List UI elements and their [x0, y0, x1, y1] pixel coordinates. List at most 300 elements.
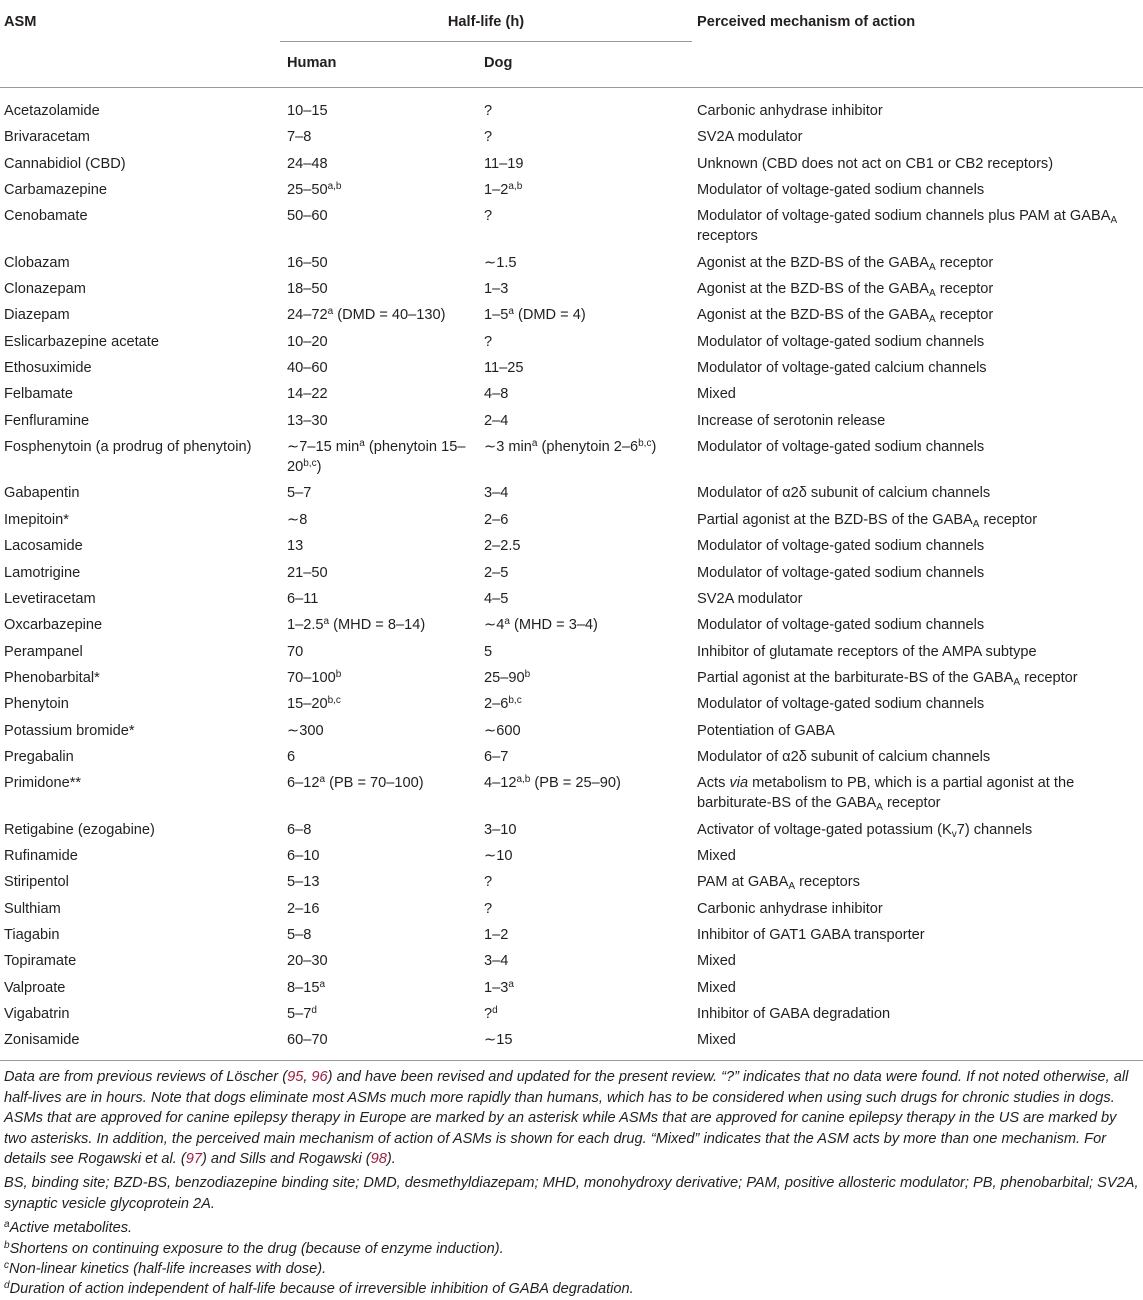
dog-value: 2–2.5 — [484, 538, 521, 555]
drug-name: Phenytoin — [4, 696, 69, 713]
table-row — [0, 480, 1143, 506]
human-superscript: a — [359, 438, 365, 450]
cell-dog — [484, 639, 692, 665]
cell-dog — [484, 718, 692, 744]
cell-mechanism — [692, 975, 1143, 1001]
note-text: ) and Sills and Rogawski ( — [201, 1150, 371, 1167]
drug-name: Levetiracetam — [4, 590, 96, 607]
dog-value: 2–6 — [484, 511, 509, 528]
cell-drug — [0, 329, 280, 355]
note-text: , — [303, 1069, 312, 1086]
dog-value: ∼4 — [484, 617, 505, 634]
mechanism-text: receptor — [979, 511, 1038, 528]
cell-drug — [0, 88, 280, 125]
dog-value: 25–90 — [484, 669, 525, 686]
cell-mechanism — [692, 744, 1143, 770]
table-row — [0, 843, 1143, 869]
table-row — [0, 586, 1143, 612]
cell-mechanism — [692, 560, 1143, 586]
table-row — [0, 1027, 1143, 1061]
table-note — [4, 1067, 1139, 1169]
cell-human — [280, 639, 484, 665]
table-row — [0, 203, 1143, 249]
drug-name: Sulthiam — [4, 900, 61, 917]
dog-value: 6–7 — [484, 748, 509, 765]
dog-value: ? — [484, 1006, 493, 1022]
cell-human — [280, 817, 484, 843]
human-value: 40–60 — [287, 360, 328, 377]
mechanism-subscript: A — [788, 881, 796, 893]
mechanism-text: Mixed — [697, 1032, 736, 1049]
abbreviations: BS, binding site; BZD-BS, benzodiazepine binding site; DMD, desmethyldiazepam; MHD, monohydroxy derivative; PAM, positive allosteric modulator; PB, phenobarbital; SV2A, synaptic vesicle glycoprotein 2A. — [4, 1175, 1139, 1212]
drug-name: Tiagabin — [4, 926, 60, 943]
cell-human — [280, 480, 484, 506]
note-text: ). — [386, 1150, 396, 1167]
table-row — [0, 718, 1143, 744]
cell-human — [280, 612, 484, 638]
cell-drug — [0, 586, 280, 612]
human-detail: (DMD = 40–130) — [333, 307, 446, 324]
table-row — [0, 817, 1143, 843]
cell-dog — [484, 1001, 692, 1027]
table-header — [0, 0, 1143, 88]
human-superscript: a — [327, 306, 334, 318]
mechanism-text: Modulator of voltage-gated sodium channels — [697, 696, 985, 713]
cell-mechanism — [692, 817, 1143, 843]
cell-dog — [484, 329, 692, 355]
cell-drug — [0, 896, 280, 922]
human-value: 6 — [287, 748, 296, 765]
mechanism-text: Mixed — [697, 386, 736, 403]
mechanism-subscript: A — [929, 314, 936, 326]
cell-human — [280, 718, 484, 744]
cell-drug — [0, 665, 280, 691]
cell-human — [280, 770, 484, 816]
footnote-text: Active metabolites. — [9, 1220, 133, 1237]
column-header-dog: Dog — [484, 55, 513, 71]
cell-mechanism — [692, 480, 1143, 506]
table-row — [0, 434, 1143, 480]
mechanism-text: receptors — [697, 228, 758, 245]
cell-mechanism — [692, 770, 1143, 816]
drug-name: Phenobarbital* — [4, 669, 100, 686]
cell-dog — [484, 276, 692, 302]
cell-dog — [484, 88, 692, 125]
cell-drug — [0, 355, 280, 381]
cell-mechanism — [692, 533, 1143, 559]
cell-human — [280, 250, 484, 276]
cell-human — [280, 329, 484, 355]
note-text: Data are from previous reviews of Löscher ( — [4, 1069, 288, 1086]
human-superscript: b — [335, 668, 342, 680]
mechanism-subscript: A — [1013, 676, 1021, 688]
cell-dog — [484, 975, 692, 1001]
human-value: 5–7 — [287, 1006, 312, 1022]
cell-mechanism — [692, 922, 1143, 948]
human-value: 70 — [287, 643, 304, 660]
cell-human — [280, 408, 484, 434]
mechanism-text: Mixed — [697, 979, 736, 996]
cell-dog — [484, 507, 692, 533]
cell-human — [280, 843, 484, 869]
human-value: 60–70 — [287, 1032, 328, 1049]
column-header-mechanism: Perceived mechanism of action — [697, 14, 916, 30]
drug-name: Brivaracetam — [4, 129, 90, 146]
human-value: 15–20 — [287, 696, 328, 713]
table-row — [0, 770, 1143, 816]
cell-human — [280, 691, 484, 717]
mechanism-text: Mixed — [697, 953, 736, 970]
mechanism-text: Modulator of α2δ subunit of calcium channels — [697, 485, 991, 502]
dog-detail: ) — [651, 439, 657, 456]
dog-value: ? — [484, 208, 493, 225]
mechanism-subscript: A — [1110, 215, 1118, 227]
cell-mechanism — [692, 612, 1143, 638]
mechanism-subscript: A — [929, 261, 936, 273]
mechanism-text: Acts — [697, 775, 730, 792]
footnote-mark: a — [4, 1219, 10, 1231]
human-value: 10–20 — [287, 333, 328, 350]
dog-value: ∼600 — [484, 722, 521, 739]
cell-human — [280, 151, 484, 177]
drug-name: Fosphenytoin (a prodrug of phenytoin) — [4, 439, 252, 456]
reference-link[interactable]: 98 — [370, 1150, 387, 1167]
mechanism-subscript: v — [951, 828, 957, 840]
drug-name: Clobazam — [4, 254, 70, 271]
human-superscript: a — [319, 774, 326, 786]
cell-human — [280, 665, 484, 691]
drug-name: Lamotrigine — [4, 564, 81, 581]
cell-mechanism — [692, 1027, 1143, 1061]
table-row — [0, 381, 1143, 407]
human-value: 50–60 — [287, 208, 328, 225]
drug-name: Ethosuximide — [4, 360, 92, 377]
cell-drug — [0, 276, 280, 302]
mechanism-text: Increase of serotonin release — [697, 412, 886, 429]
table-row — [0, 408, 1143, 434]
dog-value: 5 — [484, 643, 493, 660]
human-value: 24–72 — [287, 307, 328, 324]
drug-name: Imepitoin* — [4, 511, 69, 528]
cell-mechanism — [692, 869, 1143, 895]
dog-value: ? — [484, 900, 493, 917]
cell-drug — [0, 922, 280, 948]
cell-human — [280, 177, 484, 203]
human-value: 10–15 — [287, 103, 328, 119]
cell-dog — [484, 124, 692, 150]
cell-human — [280, 586, 484, 612]
mechanism-text: receptor — [882, 795, 941, 812]
table-row — [0, 250, 1143, 276]
dog-superscript: b,c — [508, 695, 522, 707]
cell-human — [280, 744, 484, 770]
human-value: 5–8 — [287, 926, 312, 943]
dog-detail: (DMD = 4) — [513, 307, 586, 324]
table-row — [0, 744, 1143, 770]
human-value: 21–50 — [287, 564, 328, 581]
cell-dog — [484, 744, 692, 770]
human-value: 14–22 — [287, 386, 328, 403]
footnote-text: Shortens on continuing exposure to the drug (because of enzyme induction). — [9, 1240, 504, 1257]
cell-drug — [0, 203, 280, 249]
human-value: ∼7–15 min — [287, 439, 360, 456]
half-life-label: Half-life (h) — [447, 14, 525, 30]
dog-value: 1–2 — [484, 182, 509, 199]
cell-drug — [0, 975, 280, 1001]
cell-dog — [484, 250, 692, 276]
drug-name: Valproate — [4, 979, 66, 996]
cell-drug — [0, 869, 280, 895]
table-row — [0, 975, 1143, 1001]
human-superscript: a,b — [327, 181, 342, 193]
footnotes — [4, 1218, 1139, 1300]
dog-value: 2–6 — [484, 696, 509, 713]
dog-superscript: a,b — [516, 774, 531, 786]
mechanism-text: PAM at GABA — [697, 874, 789, 891]
drug-name: Stiripentol — [4, 874, 69, 891]
drug-name: Cannabidiol (CBD) — [4, 155, 126, 172]
table-row — [0, 922, 1143, 948]
drug-name: Cenobamate — [4, 208, 88, 225]
dog-detail: (PB = 25–90) — [530, 775, 621, 792]
table-row — [0, 560, 1143, 586]
table-row — [0, 355, 1143, 381]
cell-drug — [0, 639, 280, 665]
dog-value: 4–8 — [484, 386, 509, 403]
reference-link[interactable]: 95 — [287, 1069, 304, 1086]
cell-drug — [0, 151, 280, 177]
cell-human — [280, 203, 484, 249]
table-row — [0, 124, 1143, 150]
drug-name: Zonisamide — [4, 1032, 80, 1049]
cell-mechanism — [692, 408, 1143, 434]
mechanism-subscript: A — [929, 288, 936, 300]
dog-value: 1–2 — [484, 926, 509, 943]
drug-name: Fenfluramine — [4, 412, 90, 429]
mechanism-text: receptors — [795, 874, 860, 891]
cell-mechanism — [692, 276, 1143, 302]
mechanism-text: Partial agonist at the BZD-BS of the GABA — [697, 511, 973, 528]
cell-human — [280, 1027, 484, 1061]
human-detail: (phenytoin 15–20 — [287, 439, 466, 476]
cell-drug — [0, 744, 280, 770]
table-body — [0, 88, 1143, 1061]
cell-drug — [0, 533, 280, 559]
reference-link[interactable]: 97 — [185, 1150, 202, 1167]
cell-human — [280, 507, 484, 533]
mechanism-text: 7) channels — [956, 821, 1033, 838]
mechanism-text: Modulator of voltage-gated sodium channels — [697, 439, 985, 456]
table-row — [0, 869, 1143, 895]
table-row — [0, 151, 1143, 177]
cell-dog — [484, 203, 692, 249]
column-header-human: Human — [287, 55, 337, 71]
drug-name: Primidone** — [4, 775, 82, 792]
mechanism-text: Inhibitor of GAT1 GABA transporter — [697, 926, 925, 943]
mechanism-text: Inhibitor of glutamate receptors of the AMPA subtype — [697, 643, 1037, 660]
human-value: ∼300 — [287, 722, 324, 739]
cell-drug — [0, 480, 280, 506]
footnote — [4, 1218, 1139, 1238]
cell-human — [280, 922, 484, 948]
dog-superscript: a — [504, 616, 510, 628]
mechanism-text: Potentiation of GABA — [697, 722, 835, 739]
drug-name: Felbamate — [4, 386, 73, 403]
dog-value: 4–12 — [484, 775, 517, 792]
dog-superscript: d — [492, 1005, 498, 1016]
mechanism-text: Modulator of voltage-gated sodium channels — [697, 182, 985, 199]
dog-superscript: b,c — [638, 438, 652, 450]
dog-superscript: a — [508, 978, 514, 990]
human-detail: ) — [316, 459, 322, 476]
dog-superscript: a — [508, 306, 514, 318]
dog-superscript: a,b — [508, 181, 523, 193]
drug-name: Acetazolamide — [4, 103, 100, 119]
drug-name: Topiramate — [4, 953, 77, 970]
drug-name: Oxcarbazepine — [4, 617, 103, 634]
mechanism-text: Modulator of voltage-gated sodium channels — [697, 617, 985, 634]
cell-dog — [484, 869, 692, 895]
table-row — [0, 612, 1143, 638]
cell-human — [280, 560, 484, 586]
dog-value: 3–4 — [484, 485, 509, 502]
footnote — [4, 1279, 1139, 1299]
cell-human — [280, 975, 484, 1001]
cell-mechanism — [692, 124, 1143, 150]
dog-superscript: a — [531, 438, 538, 450]
cell-human — [280, 948, 484, 974]
table-row — [0, 665, 1143, 691]
drug-name: Carbamazepine — [4, 182, 108, 199]
cell-mechanism — [692, 151, 1143, 177]
human-value: 6–11 — [287, 590, 319, 607]
cell-dog — [484, 665, 692, 691]
mechanism-text: Carbonic anhydrase inhibitor — [697, 103, 883, 119]
human-detail: (PB = 70–100) — [325, 775, 424, 792]
cell-dog — [484, 408, 692, 434]
human-value: 5–7 — [287, 485, 312, 502]
cell-dog — [484, 480, 692, 506]
cell-drug — [0, 612, 280, 638]
cell-mechanism — [692, 88, 1143, 125]
human-superscript: b,c — [303, 458, 317, 470]
mechanism-text: receptor — [935, 281, 994, 298]
human-value: 7–8 — [287, 129, 312, 146]
footnote — [4, 1239, 1139, 1259]
human-value: 13 — [287, 538, 304, 555]
human-superscript: d — [311, 1005, 317, 1016]
column-header-half-life — [280, 0, 692, 42]
drug-name: Diazepam — [4, 307, 70, 324]
human-superscript: a — [323, 616, 330, 628]
cell-mechanism — [692, 302, 1143, 328]
cell-drug — [0, 177, 280, 203]
cell-human — [280, 896, 484, 922]
mechanism-text: Modulator of voltage-gated calcium channels — [697, 360, 987, 377]
table-row — [0, 691, 1143, 717]
human-value: 25–50 — [287, 182, 328, 199]
cell-mechanism — [692, 948, 1143, 974]
cell-dog — [484, 586, 692, 612]
mechanism-subscript: A — [876, 802, 883, 814]
human-value: 1–2.5 — [287, 617, 324, 634]
cell-dog — [484, 817, 692, 843]
cell-human — [280, 355, 484, 381]
cell-mechanism — [692, 586, 1143, 612]
dog-value: ∼15 — [484, 1032, 513, 1049]
human-value: 6–12 — [287, 775, 320, 792]
dog-value: 2–5 — [484, 564, 509, 581]
mechanism-text: receptor — [935, 307, 994, 324]
table-row — [0, 948, 1143, 974]
cell-mechanism — [692, 507, 1143, 533]
mechanism-text: Mixed — [697, 847, 736, 864]
cell-drug — [0, 1001, 280, 1027]
drug-name: Clonazepam — [4, 281, 86, 298]
human-value: 16–50 — [287, 254, 328, 271]
table-row — [0, 329, 1143, 355]
footnote-text: Non-linear kinetics (half-life increases with dose). — [9, 1261, 327, 1277]
dog-value: 3–4 — [484, 953, 509, 970]
dog-value: ? — [484, 129, 493, 146]
drug-name: Potassium bromide* — [4, 722, 135, 739]
dog-detail: (phenytoin 2–6 — [537, 439, 639, 456]
dog-value: ∼1.5 — [484, 254, 517, 271]
cell-drug — [0, 434, 280, 480]
cell-drug — [0, 507, 280, 533]
cell-mechanism — [692, 434, 1143, 480]
dog-value: 11–19 — [484, 155, 524, 172]
cell-human — [280, 88, 484, 125]
cell-dog — [484, 177, 692, 203]
cell-human — [280, 124, 484, 150]
cell-dog — [484, 560, 692, 586]
table-row — [0, 177, 1143, 203]
cell-drug — [0, 817, 280, 843]
mechanism-text: Agonist at the BZD-BS of the GABA — [697, 307, 929, 324]
cell-dog — [484, 843, 692, 869]
cell-human — [280, 533, 484, 559]
cell-dog — [484, 302, 692, 328]
human-value: 18–50 — [287, 281, 328, 298]
cell-dog — [484, 533, 692, 559]
cell-dog — [484, 434, 692, 480]
cell-mechanism — [692, 250, 1143, 276]
mechanism-text: Carbonic anhydrase inhibitor — [697, 900, 883, 917]
human-value: 5–13 — [287, 874, 320, 891]
cell-human — [280, 276, 484, 302]
cell-human — [280, 381, 484, 407]
drug-name: Gabapentin — [4, 485, 80, 502]
mechanism-text: receptor — [1020, 669, 1078, 686]
cell-mechanism — [692, 329, 1143, 355]
human-superscript: b,c — [327, 695, 341, 707]
cell-mechanism — [692, 355, 1143, 381]
cell-mechanism — [692, 177, 1143, 203]
dog-superscript: b — [524, 668, 531, 680]
cell-drug — [0, 124, 280, 150]
cell-mechanism — [692, 896, 1143, 922]
reference-link[interactable]: 96 — [311, 1069, 328, 1086]
cell-drug — [0, 718, 280, 744]
column-header-asm: ASM — [4, 14, 37, 30]
table-row — [0, 88, 1143, 125]
cell-dog — [484, 948, 692, 974]
cell-dog — [484, 151, 692, 177]
mechanism-text: Modulator of voltage-gated sodium channels plus PAM at GABA — [697, 208, 1111, 225]
human-value: 6–8 — [287, 821, 312, 838]
mechanism-text: Agonist at the BZD-BS of the GABA — [697, 254, 929, 271]
